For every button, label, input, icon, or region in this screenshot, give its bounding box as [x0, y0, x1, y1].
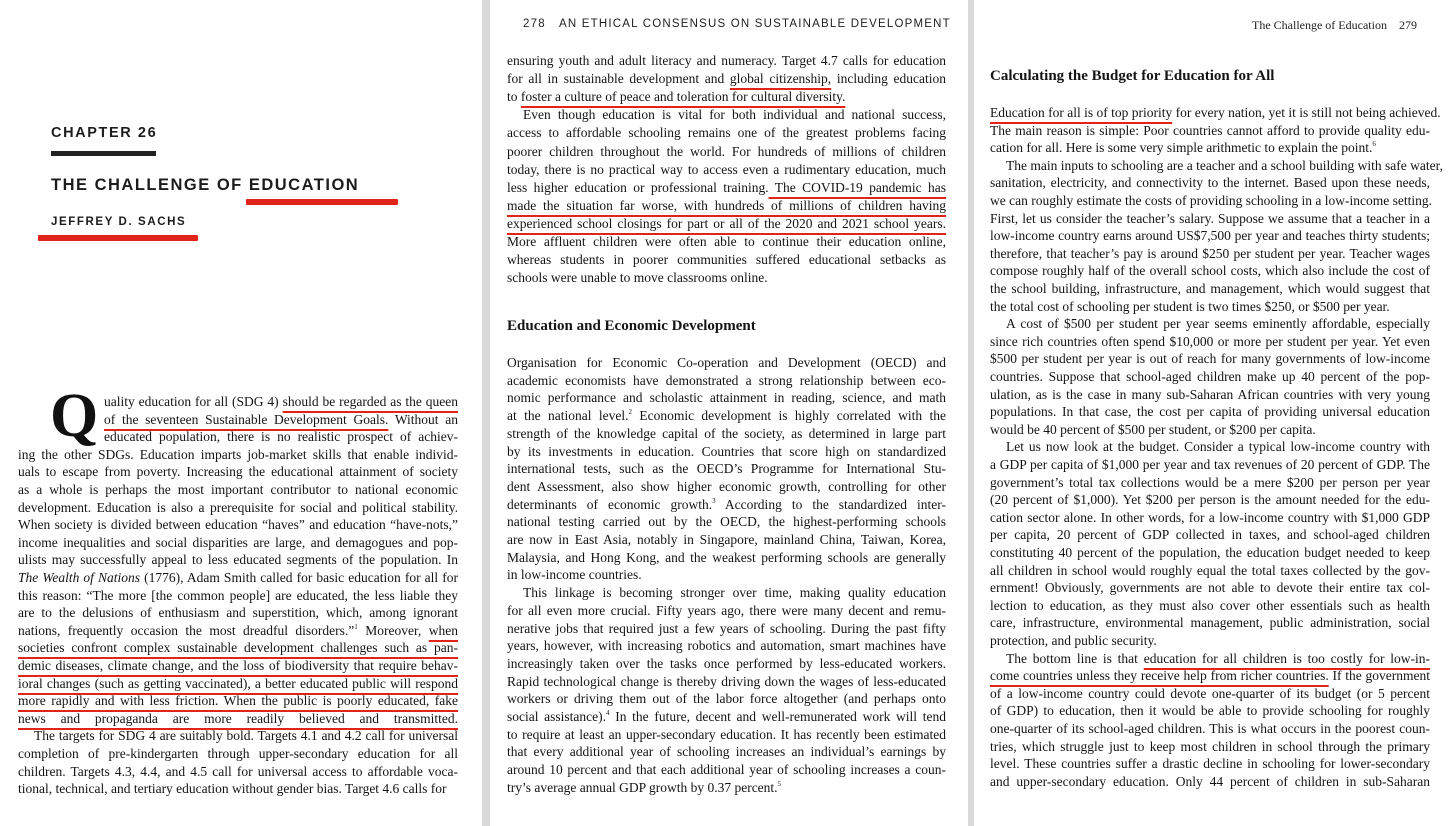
text-line: try’s average annual GDP growth by 0.37 percent.$^5$	[507, 779, 782, 795]
running-head-left	[523, 18, 951, 30]
footnote-ref: 4	[606, 709, 610, 717]
text-line: care, infrastructure, environmental management, public administration, social	[990, 615, 1430, 631]
text-line: populations. In that case, the cost per capita of providing universal education	[990, 404, 1430, 420]
text-line: whereas students in poorer communities suffered educational setbacks as	[507, 252, 946, 268]
text-line: are to the delusions of enthusiasm and superstition, which, among ignorant	[18, 605, 458, 621]
text-line: we can roughly estimate the costs of providing schooling in a low-income setting.	[990, 193, 1433, 208]
author-highlight-mark	[38, 235, 198, 241]
text-line: The main reason is simple: Poor countries cannot afford to provide quality edu-	[990, 122, 1430, 138]
text-line: poorer children throughout the world. For hundreds of millions of children	[507, 143, 946, 159]
text-line: all children in school would roughly equal the total taxes collected by the gov-	[990, 562, 1430, 578]
text-line: development. Education is also a prerequisite for social and political stability.	[18, 499, 458, 515]
text-line: and upper-secondary education. Only 44 percent of children in sub-Saharan	[990, 773, 1430, 789]
text-line: Even though education is vital for both individual and national success,	[523, 107, 946, 123]
chapter-rule	[51, 151, 156, 156]
text-line: When society is divided between education “haves” and education “have-nots,”	[18, 517, 458, 533]
text-line: sanitation, electricity, and connectivity to the internet. Based upon these needs,	[990, 175, 1430, 191]
page-number-279: 279	[1398, 18, 1417, 32]
chapter-title-highlight: EDUCATION	[248, 176, 360, 194]
highlighted-text: ioral changes (such as getting vaccinated), a better educated public will respond	[18, 675, 458, 691]
highlighted-text: education for all children is too costly for low-in-	[1143, 650, 1431, 666]
text-line: tional, technical, and tertiary education without gender bias. Target 4.6 calls for	[18, 781, 447, 797]
text-line	[18, 675, 458, 693]
footnote-ref: 2	[628, 408, 632, 417]
text-line: level. These countries suffer a drastic decline in schooling for lower-secondary	[990, 756, 1430, 772]
text-line: since rich countries often spend $10,000 or more per student per year. Yet even	[990, 333, 1430, 349]
text-line	[18, 657, 458, 675]
text-line: educated population, there is no realistic prospect of achiev-	[104, 429, 458, 445]
text-line: the school building, infrastructure, and management, which would suggest that	[990, 281, 1430, 296]
text-line: would be 40 percent of $500 per student, or $200 per capita.	[990, 421, 1316, 437]
text-line: Organisation for Economic Co-operation and Development (OECD) and	[507, 355, 946, 370]
text-line: strength of the knowledge capital of the society, as determined in large part	[507, 425, 946, 441]
text-line: uals to escape from poverty. Increasing the educational attainment of society	[18, 464, 458, 480]
text-line: uality education for all (SDG 4) should be regarded as the queen	[104, 394, 458, 409]
text-line: $500 per student per year is out of reach for many governments of low-income	[990, 351, 1430, 367]
text-line: international tests, such as the OECD’s Programme for International Stu-	[507, 461, 946, 477]
text-line: countries. Suppose that school-aged children make up 40 percent of the pop-	[990, 369, 1430, 384]
text-line: that every additional year of schooling increases an individual’s earnings by	[507, 744, 946, 760]
highlighted-text: come countries unless they receive help from richer countries.	[990, 668, 1329, 684]
text-line: ulists may successfully appeal to less educated segments of the population. In	[18, 552, 458, 568]
text-line: children. Targets 4.3, 4.4, and 4.5 call for universal access to affordable voca-	[18, 763, 458, 779]
text-line: a GDP per capita of $1,000 per year and tax revenues of 20 percent of GDP. The	[990, 457, 1430, 472]
text-line: therefore, that teacher’s pay is around $250 per student per year. Teacher wages	[990, 245, 1430, 261]
text-line: nomic performance and scholastic attainment in reading, science, and math	[507, 390, 946, 406]
text-line: academic economists have demonstrated a strong relationship between eco-	[507, 372, 946, 388]
text-line: cation sector alone. In other words, for a low-income country with $1,000 GDP	[990, 509, 1430, 525]
text-line: less higher education or professional training. The COVID-19 pandemic has	[507, 179, 947, 195]
text-line: More affluent children were often able to continue their education online,	[507, 234, 946, 249]
text-line: income inequalities and social disparities are large, and demagogues and pop-	[18, 534, 458, 550]
text-line: nerative jobs that required just a few years of schooling. During the past fifty	[507, 620, 946, 636]
text-line: to require at least an upper-secondary education. It has recently been estimated	[507, 726, 946, 742]
text-line: the total cost of schooling per student is two times $250, or $500 per year.	[990, 298, 1390, 314]
text-line: workers or driving them out of the labor force altogether (and perhaps onto	[507, 691, 946, 707]
page-number-278: 278	[523, 18, 546, 30]
text-line: this reason: “The more [the common people] are educated, the less liable they	[18, 587, 458, 603]
text-line	[18, 710, 458, 728]
footnote-ref: 3	[712, 496, 716, 505]
text-line: A cost of $500 per student per year seems eminently affordable, especially	[1006, 316, 1430, 332]
highlighted-text: experienced school closings for part or all of the 2020 and 2021 school years.	[507, 215, 946, 231]
text-line: ulation, as is the case in many sub-Saharan African countries with very young	[990, 386, 1430, 402]
highlighted-text: news and propaganda are more readily believed and transmitted.	[18, 710, 458, 726]
running-head-text: AN ETHICAL CONSENSUS ON SUSTAINABLE DEVELOPMENT	[558, 18, 951, 30]
text-line: completion of pre-kindergarten through upper-secondary education for all	[18, 746, 458, 761]
highlighted-text: of the seventeen Sustainable Development Goals.	[104, 411, 389, 427]
text-line: are now in East Asia, notably in Singapore, mainland China, Taiwan, Korea,	[507, 532, 946, 547]
highlighted-text: The COVID-19 pandemic has	[768, 179, 947, 195]
text-line: Education for all is of top priority for every nation, yet it is still not being achieved.	[990, 105, 1441, 120]
text-line: to foster a culture of peace and toleration for cultural diversity.	[507, 89, 846, 105]
highlighted-text: demic diseases, climate change, and the loss of biodiversity that require behav-	[18, 658, 458, 673]
text-line: determinants of economic growth.$^3$ According to the standardized inter-	[507, 496, 946, 512]
text-line	[18, 639, 458, 657]
right-page	[974, 0, 1456, 826]
highlighted-text: societies confront complex sustainable development challenges such as pan-	[18, 640, 458, 656]
highlighted-text: foster a culture of peace and toleration for cultural diversity.	[520, 89, 846, 105]
text-line: The targets for SDG 4 are suitably bold. Targets 4.1 and 4.2 call for universal	[34, 728, 458, 744]
text-line: years, however, with increasing robotics and automation, smart machines have	[507, 638, 946, 654]
text-line: nations, frequently occasion the most dreadful disorders.”$^1$ Moreover, when	[18, 622, 458, 638]
text-line: today, there is no practical way to access even a rudimentary education, much	[507, 161, 946, 177]
title-highlight-mark	[246, 199, 398, 205]
text-line: This linkage is becoming stronger over time, making quality education	[523, 585, 946, 601]
text-line: national testing carried out by the OECD, the highest-performing schools	[507, 514, 946, 530]
text-line: increasingly taken over the tasks once performed by less-educated workers.	[507, 655, 946, 671]
text-line: The main inputs to schooling are a teacher and a school building with safe water,	[1006, 157, 1443, 173]
text-line: constituting 40 percent of the population, the education budget needed to keep	[990, 545, 1430, 560]
text-line: Malaysia, and Hong Kong, and the weakest performing schools are generally	[507, 549, 946, 565]
chapter-author: JEFFREY D. SACHS	[51, 216, 187, 228]
footnote-ref: 1	[354, 622, 358, 631]
text-line: cation for all. Here is some very simple arithmetic to explain the point.$^6$	[990, 140, 1376, 156]
text-line: per capita, 20 percent of GDP collected in taxes, and school-aged children	[990, 527, 1430, 543]
section-heading-budget: Calculating the Budget for Education for All	[990, 68, 1275, 84]
text-line: The Wealth of Nations (1776), Adam Smith called for basic education for all for	[18, 570, 458, 585]
highlighted-text: more rapidly and with less friction. When the public is poorly educated, fake	[18, 693, 458, 709]
text-line: government’s total tax collections would be a mere $200 per person per year	[990, 474, 1430, 490]
book-title: The Wealth of Nations	[18, 570, 141, 585]
left-page	[0, 0, 482, 826]
text-line: of the seventeen Sustainable Development Goals. Without an	[104, 411, 458, 427]
running-head-right-text: The Challenge of Education	[1252, 18, 1387, 32]
text-line: one-quarter of its school-aged children. This is what occurs in the poorest coun-	[990, 721, 1430, 736]
highlighted-text: when	[428, 622, 458, 638]
text-line: for all in sustainable development and global citizenship, including education	[507, 71, 946, 87]
text-line: of GDP) to education, then it would be able to provide schooling for roughly	[990, 703, 1430, 719]
highlighted-text: should be regarded as the queen	[282, 394, 458, 409]
text-line: tries, which struggle just to keep most children in school through the primary	[990, 738, 1430, 754]
text-line: (20 percent of $1,000). Yet $200 per person is the amount needed for the edu-	[990, 492, 1430, 508]
chapter-label: CHAPTER 26	[51, 125, 158, 141]
text-line: First, let us consider the teacher’s salary. Suppose we assume that a teacher in a	[990, 210, 1430, 226]
highlighted-text: Education for all is of top priority	[990, 105, 1173, 120]
middle-page	[490, 0, 968, 826]
text-line: of a low-income country could devote one-quarter of its budget (or 5 percent	[990, 685, 1430, 701]
highlighted-text: made the situation far worse, with hundreds of millions of children having	[507, 197, 946, 213]
text-line: around 10 percent and that each additional year of schooling increases a coun-	[507, 762, 946, 778]
text-line: low-income country earns around US$7,500 per year and teaches thirty students;	[990, 228, 1430, 244]
text-line: dent Assessment, also show higher economic growth, controlling for other	[507, 478, 946, 494]
chapter-title	[51, 176, 359, 195]
text-line: social assistance).$^4$ In the future, decent and well-remunerated work will tend	[507, 709, 946, 724]
text-line: ing the other SDGs. Education imparts job-market skills that enable individ-	[18, 446, 458, 462]
text-line	[18, 692, 458, 710]
text-line: come countries unless they receive help from richer countries. If the government	[990, 668, 1430, 684]
text-line: for all even more crucial. Fifty years ago, there were many decent and remu-	[507, 602, 946, 618]
text-line: compose roughly half of the overall school costs, which also include the cost of	[990, 263, 1430, 279]
text-line	[507, 215, 946, 233]
text-line: lection to education, as they must also cover other essentials such as health	[990, 597, 1430, 613]
footnote-ref: 5	[777, 779, 782, 788]
text-line: schools were unable to move classrooms online.	[507, 270, 768, 286]
text-line: by its investments in education. Countries that score high on standardized	[507, 443, 946, 459]
highlighted-text: global citizenship,	[729, 71, 832, 87]
chapter-title-prefix: THE CHALLENGE OF	[51, 176, 249, 194]
text-line: The bottom line is that education for all children is too costly for low-in-	[1006, 650, 1431, 666]
text-line: Rapid technological change is thereby driving down the wages of less-educated	[507, 673, 946, 689]
text-line: ernment! Obviously, governments are not able to devote their entire tax col-	[990, 580, 1430, 596]
running-head-right	[1252, 18, 1417, 33]
text-line: ensuring youth and adult literacy and numeracy. Target 4.7 calls for education	[507, 53, 946, 68]
footnote-ref: 6	[1372, 140, 1376, 149]
text-line	[507, 197, 946, 215]
text-line: at the national level.$^2$ Economic development is highly correlated with the	[507, 408, 946, 424]
section-heading-econ: Education and Economic Development	[507, 318, 756, 334]
text-line: as a whole is perhaps the most important contributor to national economic	[18, 482, 458, 497]
text-line: Let us now look at the budget. Consider a typical low-income country with	[1006, 439, 1430, 455]
text-line: in low-income countries.	[507, 567, 642, 583]
drop-cap: Q	[50, 382, 99, 450]
text-line: protection, and public security.	[990, 633, 1157, 648]
text-line: access to affordable schooling remains one of the greatest problems facing	[507, 125, 946, 141]
